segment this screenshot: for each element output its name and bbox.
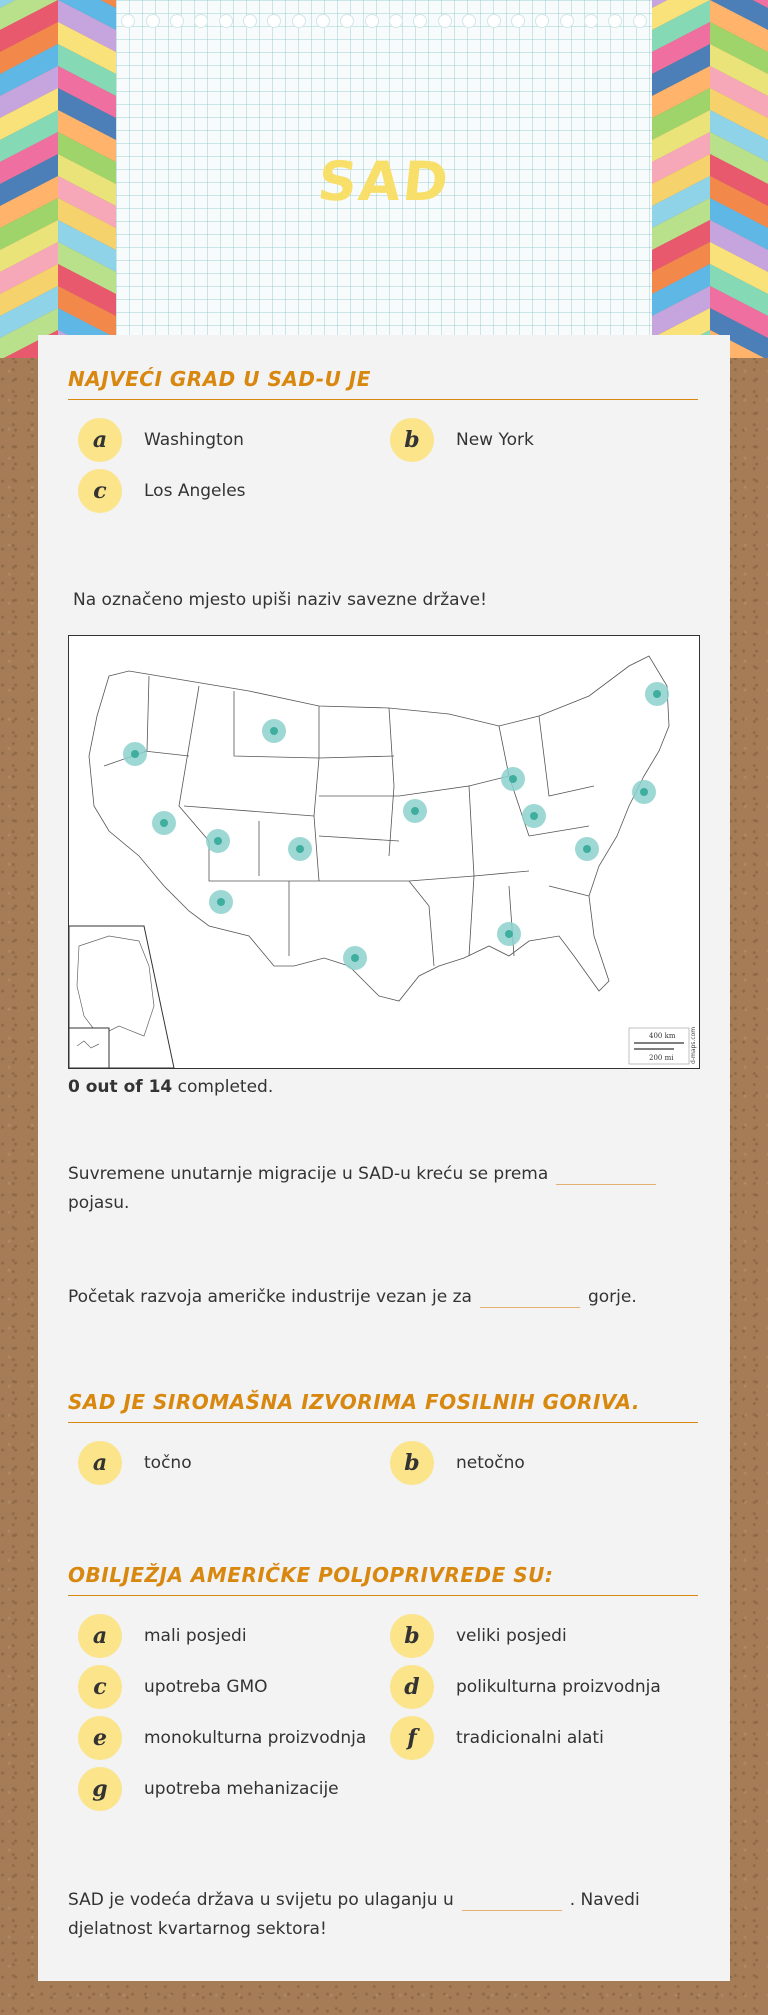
- option-label: točno: [144, 1452, 192, 1473]
- map-marker[interactable]: [522, 804, 546, 828]
- svg-text:400 km: 400 km: [649, 1032, 676, 1040]
- answer-blank[interactable]: [480, 1287, 580, 1308]
- fill-text-before: Suvremene unutarnje migracije u SAD-u kreću se prema: [68, 1164, 549, 1184]
- question-largest-city: [68, 367, 698, 516]
- option-letter: a: [78, 1441, 122, 1485]
- map-marker[interactable]: [501, 767, 525, 791]
- option-d[interactable]: [380, 1661, 692, 1712]
- option-label: New York: [456, 429, 534, 450]
- map-credit: d-maps.com: [690, 1026, 697, 1064]
- option-letter: a: [78, 418, 122, 462]
- us-map: [68, 635, 700, 1069]
- fill-quaternary: [68, 1886, 698, 1944]
- option-f[interactable]: [380, 1712, 692, 1763]
- option-a[interactable]: [68, 1610, 380, 1661]
- option-label: mali posjedi: [144, 1625, 247, 1646]
- header-banner: [0, 0, 768, 358]
- fill-text-after: gorje.: [587, 1287, 637, 1307]
- option-e[interactable]: [68, 1712, 380, 1763]
- option-letter: b: [390, 1441, 434, 1485]
- answer-options: [68, 1437, 698, 1488]
- progress-count: 0 out of 14: [68, 1077, 173, 1097]
- map-marker[interactable]: [152, 811, 176, 835]
- answer-options: [68, 414, 698, 516]
- question-heading: NAJVEĆI GRAD U SAD-U JE: [68, 367, 698, 400]
- option-label: Los Angeles: [144, 480, 246, 501]
- option-b[interactable]: [380, 1437, 692, 1488]
- option-letter: g: [78, 1767, 122, 1811]
- graph-paper: [116, 0, 652, 358]
- map-marker[interactable]: [632, 780, 656, 804]
- map-marker[interactable]: [209, 890, 233, 914]
- option-letter: b: [390, 418, 434, 462]
- option-letter: f: [390, 1716, 434, 1760]
- question-heading: SAD JE SIROMAŠNA IZVORIMA FOSILNIH GORIVA.: [68, 1390, 698, 1423]
- fill-text-after: pojasu.: [68, 1193, 130, 1213]
- svg-text:200 mi: 200 mi: [649, 1054, 674, 1062]
- option-letter: e: [78, 1716, 122, 1760]
- question-heading: OBILJEŽJA AMERIČKE POLJOPRIVREDE SU:: [68, 1563, 698, 1596]
- page-title: SAD: [314, 150, 454, 213]
- answer-blank[interactable]: [462, 1890, 562, 1911]
- fill-text-before: Početak razvoja američke industrije vezan je za: [68, 1287, 472, 1307]
- option-label: tradicionalni alati: [456, 1727, 604, 1748]
- map-marker[interactable]: [645, 682, 669, 706]
- option-label: polikulturna proizvodnja: [456, 1676, 661, 1697]
- option-b[interactable]: [380, 414, 692, 465]
- option-label: upotreba GMO: [144, 1676, 268, 1697]
- fill-industry: [68, 1283, 698, 1312]
- option-letter: a: [78, 1614, 122, 1658]
- map-marker[interactable]: [403, 799, 427, 823]
- progress-suffix: completed.: [172, 1077, 274, 1097]
- map-marker[interactable]: [262, 719, 286, 743]
- option-c[interactable]: [68, 465, 380, 516]
- map-marker[interactable]: [123, 742, 147, 766]
- fill-migration: [68, 1160, 698, 1218]
- option-letter: b: [390, 1614, 434, 1658]
- map-marker[interactable]: [497, 922, 521, 946]
- option-label: Washington: [144, 429, 244, 450]
- fill-text-after: . Navedi djelatnost kvartarnog sektora!: [68, 1890, 640, 1939]
- chevron-pattern-left: [0, 0, 116, 358]
- map-prompt-block: [68, 586, 698, 615]
- option-label: netočno: [456, 1452, 525, 1473]
- answer-blank[interactable]: [556, 1164, 656, 1185]
- option-b[interactable]: [380, 1610, 692, 1661]
- us-map-svg: [69, 636, 699, 1068]
- option-letter: c: [78, 1665, 122, 1709]
- worksheet-card: [38, 335, 730, 1981]
- map-marker[interactable]: [288, 837, 312, 861]
- option-letter: c: [78, 469, 122, 513]
- map-marker[interactable]: [343, 946, 367, 970]
- question-agriculture: [68, 1563, 698, 1814]
- alaska-inset: [69, 926, 174, 1068]
- option-g[interactable]: [68, 1763, 380, 1814]
- fill-text-before: SAD je vodeća država u svijetu po ulaganju u: [68, 1890, 454, 1910]
- option-letter: d: [390, 1665, 434, 1709]
- map-marker[interactable]: [575, 837, 599, 861]
- map-prompt: Na označeno mjesto upiši naziv savezne države!: [73, 590, 487, 610]
- chevron-pattern-right: [652, 0, 768, 358]
- map-marker[interactable]: [206, 829, 230, 853]
- us-outline: [89, 656, 669, 1001]
- map-progress: [68, 1077, 273, 1097]
- option-label: monokulturna proizvodnja: [144, 1727, 367, 1748]
- option-a[interactable]: [68, 414, 380, 465]
- map-scale: [629, 1028, 689, 1064]
- option-a[interactable]: [68, 1437, 380, 1488]
- question-fossil-fuels: [68, 1390, 698, 1488]
- option-label: veliki posjedi: [456, 1625, 567, 1646]
- option-c[interactable]: [68, 1661, 380, 1712]
- option-label: upotreba mehanizacije: [144, 1778, 339, 1799]
- answer-options: [68, 1610, 698, 1814]
- notebook-holes: [116, 14, 652, 28]
